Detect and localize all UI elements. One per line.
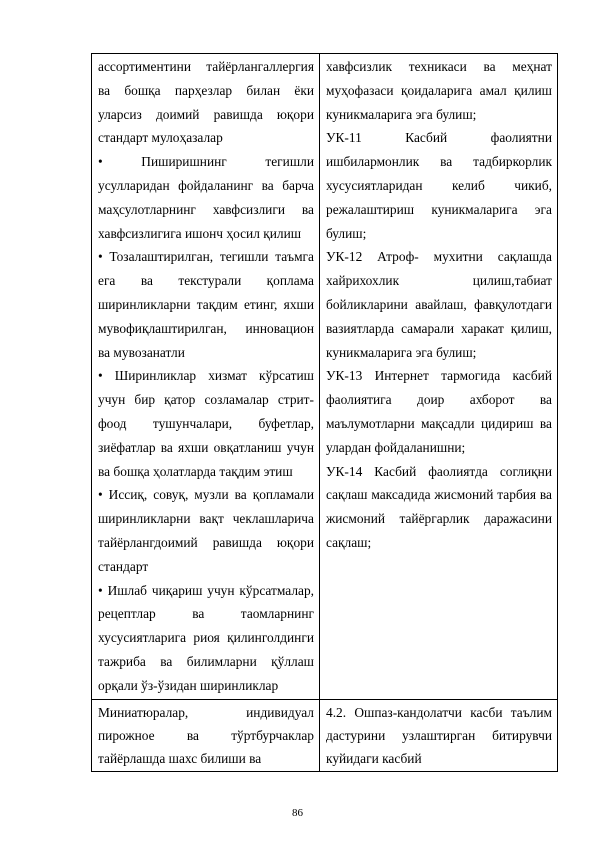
competency-uk11: УК-11 Касбий фаолиятни ишбилармонлик ва тадбиркорлик хусусиятларидан келиб чикиб, режалаштириш куникмаларига эга булиш; — [326, 130, 552, 241]
competency-uk14: УК-14 Касбий фаолиятда соглиқни сақлаш максадида жисмоний тарбия ва жисмоний тайёргарлик даражасини сақлаш; — [326, 463, 552, 550]
competency-uk12: УК-12 Атроф- мухитни сақлашда хайрихохлик цилиш,табиат бойликларини авайлаш, фавқулотдаги вазиятларда самарали харакат қилиш, куникмаларига эга булиш; — [326, 249, 552, 360]
bullet-paragraph: • Пиширишнинг тегишли усулларидан фойдаланинг ва барча маҳсулотларнинг хавфсизлиги ва хавфсизлигига ишонч ҳосил қилиш — [98, 154, 314, 241]
bullet-paragraph: • Ширинликлар хизмат кўрсатиш учун бир қатор созламалар стрит-фоод тушунчалари, буфетлар, зиёфатлар ва яхши овқатланиш учун ва бошқа ҳолатларда тақдим этиш — [98, 368, 314, 479]
bullet-paragraph: • Тозалаштирилган, тегишли таъмга ега ва текстурали қоплама ширинликларни тақдим етинг, яхши мувофиқлаштирилган, инновацион ва мувозанатли — [98, 249, 314, 360]
table-cell-left — [92, 699, 320, 771]
paragraph: 4.2. Ошпаз-кандолатчи касби таълим дастурини узлаштирган битирувчи куйидаги касбий — [326, 704, 552, 766]
table-cell-right — [320, 54, 558, 700]
table-cell-right — [320, 699, 558, 771]
table-row — [92, 699, 558, 771]
page-number: 86 — [292, 807, 303, 819]
bullet-paragraph: • Ишлаб чиқариш учун кўрсатмалар, рецептлар ва таомларнинг хусусиятларига риоя қилинголдинги тажриба ва билимларни қўллаш орқали ўз-ўзидан ширинликлар — [98, 582, 314, 693]
paragraph: хавфсизлик техникаси ва меҳнат муҳофазаси қоидаларига амал қилиш куникмаларига эга булиш; — [326, 59, 552, 122]
paragraph: Миниатюралар, индивидуал пирожное ва тўртбурчаклар тайёрлашда шахс билиши ва — [98, 704, 314, 766]
bullet-paragraph: • Иссиқ, совуқ, музли ва қопламали ширинликларни вақт чеклашларича тайёрлангдоимий равишда юқори стандарт — [98, 487, 314, 574]
competency-uk13: УК-13 Интернет тармогида касбий фаолиятига доир ахборот ва маълумотларни мақсадли цидириш ва улардан фойдаланишни; — [326, 368, 552, 455]
paragraph: ассортиментини тайёрлангаллергия ва бошқа парҳезлар билан ёки уларсиз доимий равишда юқори стандарт мулоҳазалар — [98, 59, 314, 146]
table-cell-left — [92, 54, 320, 700]
competency-table — [91, 53, 558, 772]
table-row — [92, 54, 558, 700]
